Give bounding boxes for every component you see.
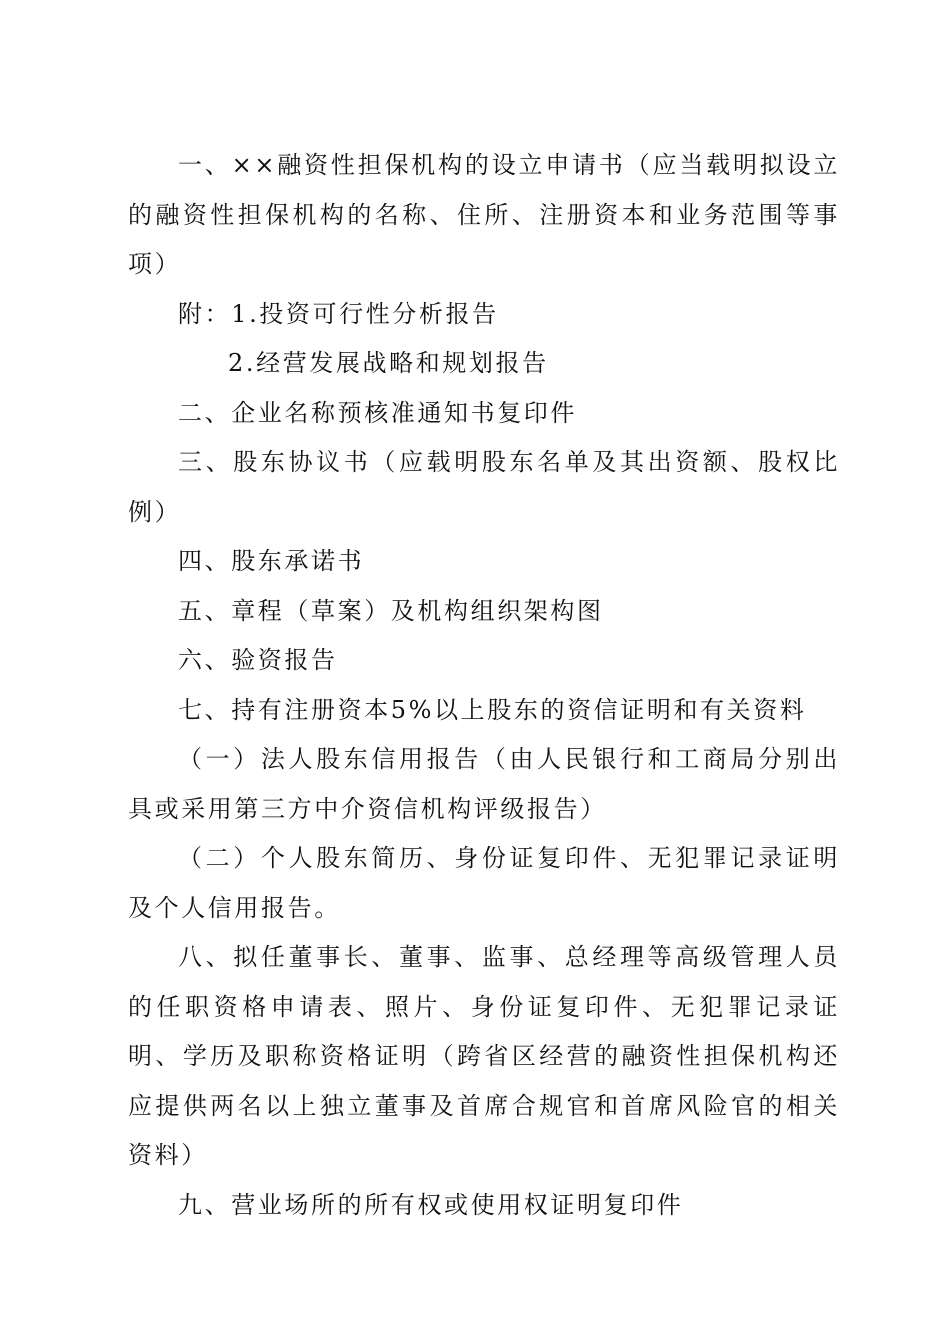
item-1-application: 一、××融资性担保机构的设立申请书（应当载明拟设立的融资性担保机构的名称、住所、注册资本和业务范围等事项） bbox=[128, 151, 840, 278]
item-9-premises-proof: 九、营业场所的所有权或使用权证明复印件 bbox=[178, 1190, 684, 1219]
item-8-management-qualification: 八、拟任董事长、董事、监事、总经理等高级管理人员的任职资格申请表、照片、身份证复印件、无犯罪记录证明、学历及职称资格证明（跨省区经营的融资性担保机构还应提供两名以上独立董事及首席合规官和首席风险官的相关资料） bbox=[128, 943, 840, 1169]
item-6-capital-verification: 六、验资报告 bbox=[178, 646, 338, 674]
item-3-shareholder-agreement: 三、股东协议书（应载明股东名单及其出资额、股权比例） bbox=[128, 448, 840, 526]
item-7-sub-2: （二）个人股东简历、身份证复印件、无犯罪记录证明及个人信用报告。 bbox=[128, 844, 840, 922]
item-4-shareholder-commitment: 四、股东承诺书 bbox=[178, 547, 365, 575]
attachment-1: 附：1.投资可行性分析报告 bbox=[178, 299, 499, 328]
attachment-2: 2.经营发展战略和规划报告 bbox=[228, 349, 549, 377]
item-2-name-approval: 二、企业名称预核准通知书复印件 bbox=[178, 398, 577, 427]
document-body bbox=[128, 141, 840, 1230]
item-7-sub-1: （一）法人股东信用报告（由人民银行和工商局分别出具或采用第三方中介资信机构评级报告） bbox=[128, 745, 840, 823]
item-7-shareholder-credit: 七、持有注册资本5%以上股东的资信证明和有关资料 bbox=[178, 695, 807, 724]
item-5-articles: 五、章程（草案）及机构组织架构图 bbox=[178, 596, 604, 625]
